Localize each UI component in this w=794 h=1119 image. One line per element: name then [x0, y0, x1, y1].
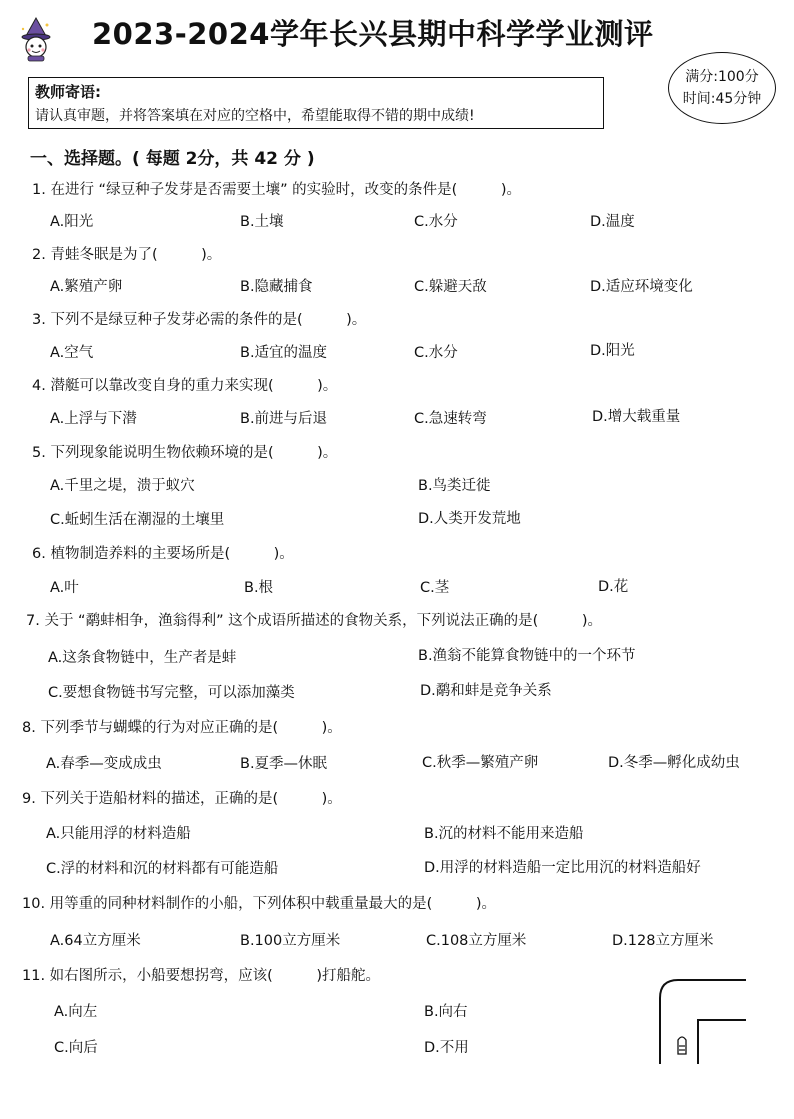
- option: C.要想食物链书写完整，可以添加藻类: [48, 685, 295, 701]
- option: C.水分: [414, 345, 458, 361]
- wizard-mascot-icon: [14, 16, 58, 62]
- option: C.茎: [420, 580, 450, 596]
- option: A.春季—变成成虫: [46, 756, 162, 772]
- option: A.这条食物链中，生产者是蚌: [48, 650, 237, 666]
- option: A.向左: [54, 1004, 98, 1020]
- option: C.躲避天敌: [414, 279, 487, 295]
- option: D.冬季—孵化成幼虫: [608, 755, 740, 771]
- option: B.夏季—休眠: [240, 756, 328, 772]
- option: B.隐藏捕食: [240, 279, 313, 295]
- option: D.温度: [590, 214, 635, 230]
- option: D.128立方厘米: [612, 933, 714, 949]
- option: C.浮的材料和沉的材料都有可能造船: [46, 861, 279, 877]
- option: D.鹬和蚌是竞争关系: [420, 683, 552, 699]
- full-score-text: 满分:100分: [685, 69, 759, 85]
- teacher-message-text: 请认真审题，并将答案填在对应的空格中，希望能取得不错的期中成绩!: [35, 108, 475, 124]
- option: D.人类开发荒地: [418, 511, 521, 527]
- option: B.向右: [424, 1004, 468, 1020]
- option: B.鸟类迁徙: [418, 478, 491, 494]
- option: A.阳光: [50, 214, 94, 230]
- exam-title: 2023-2024学年长兴县期中科学学业测评: [92, 17, 654, 51]
- option: A.叶: [50, 580, 79, 596]
- option: B.100立方厘米: [240, 933, 341, 949]
- option: C.108立方厘米: [426, 933, 527, 949]
- option: A.上浮与下潜: [50, 411, 137, 427]
- option: A.繁殖产卵: [50, 279, 123, 295]
- option: A.64立方厘米: [50, 933, 141, 949]
- question-stem: 1. 在进行 “绿豆种子发芽是否需要土壤” 的实验时，改变的条件是( )。: [32, 182, 521, 198]
- option: D.增大载重量: [592, 409, 681, 425]
- question-stem: 5. 下列现象能说明生物依赖环境的是( )。: [32, 445, 338, 461]
- river-bend-diagram: [656, 976, 748, 1066]
- question-stem: 2. 青蛙冬眠是为了( )。: [32, 247, 222, 263]
- teacher-message-box: [28, 77, 604, 129]
- question-stem: 7. 关于 “鹬蚌相争，渔翁得利” 这个成语所描述的食物关系，下列说法正确的是( )。: [26, 613, 602, 629]
- option: D.适应环境变化: [590, 279, 693, 295]
- teacher-message-label: 教师寄语:: [35, 83, 101, 101]
- option: B.适宜的温度: [240, 345, 328, 361]
- option: C.向后: [54, 1040, 98, 1056]
- option: C.秋季—繁殖产卵: [422, 755, 539, 771]
- option: A.只能用浮的材料造船: [46, 826, 191, 842]
- question-stem: 4. 潜艇可以靠改变自身的重力来实现( )。: [32, 378, 338, 394]
- option: D.花: [598, 579, 629, 595]
- option: A.空气: [50, 345, 94, 361]
- score-time-circle: [668, 52, 776, 124]
- option: B.渔翁不能算食物链中的一个环节: [418, 648, 636, 664]
- question-stem: 9. 下列关于造船材料的描述，正确的是( )。: [22, 791, 342, 807]
- option: B.沉的材料不能用来造船: [424, 826, 584, 842]
- option: B.根: [244, 580, 274, 596]
- option: D.不用: [424, 1040, 469, 1056]
- option: A.千里之堤，溃于蚁穴: [50, 478, 195, 494]
- option: B.土壤: [240, 214, 284, 230]
- option: D.阳光: [590, 343, 635, 359]
- option: B.前进与后退: [240, 411, 328, 427]
- question-stem: 6. 植物制造养料的主要场所是( )。: [32, 546, 294, 562]
- option: C.急速转弯: [414, 411, 487, 427]
- option: C.水分: [414, 214, 458, 230]
- option: C.蚯蚓生活在潮湿的土壤里: [50, 512, 225, 528]
- section-heading: 一、选择题。( 每题 2分，共 42 分 ): [30, 149, 315, 169]
- question-stem: 10. 用等重的同种材料制作的小船，下列体积中载重量最大的是( )。: [22, 896, 496, 912]
- option: D.用浮的材料造船一定比用沉的材料造船好: [424, 860, 701, 876]
- time-limit-text: 时间:45分钟: [682, 91, 762, 107]
- boat-icon: [678, 1037, 686, 1054]
- question-stem: 8. 下列季节与蝴蝶的行为对应正确的是( )。: [22, 720, 342, 736]
- question-stem: 3. 下列不是绿豆种子发芽必需的条件的是( )。: [32, 312, 367, 328]
- question-stem: 11. 如右图所示，小船要想拐弯，应该( )打船舵。: [22, 968, 380, 984]
